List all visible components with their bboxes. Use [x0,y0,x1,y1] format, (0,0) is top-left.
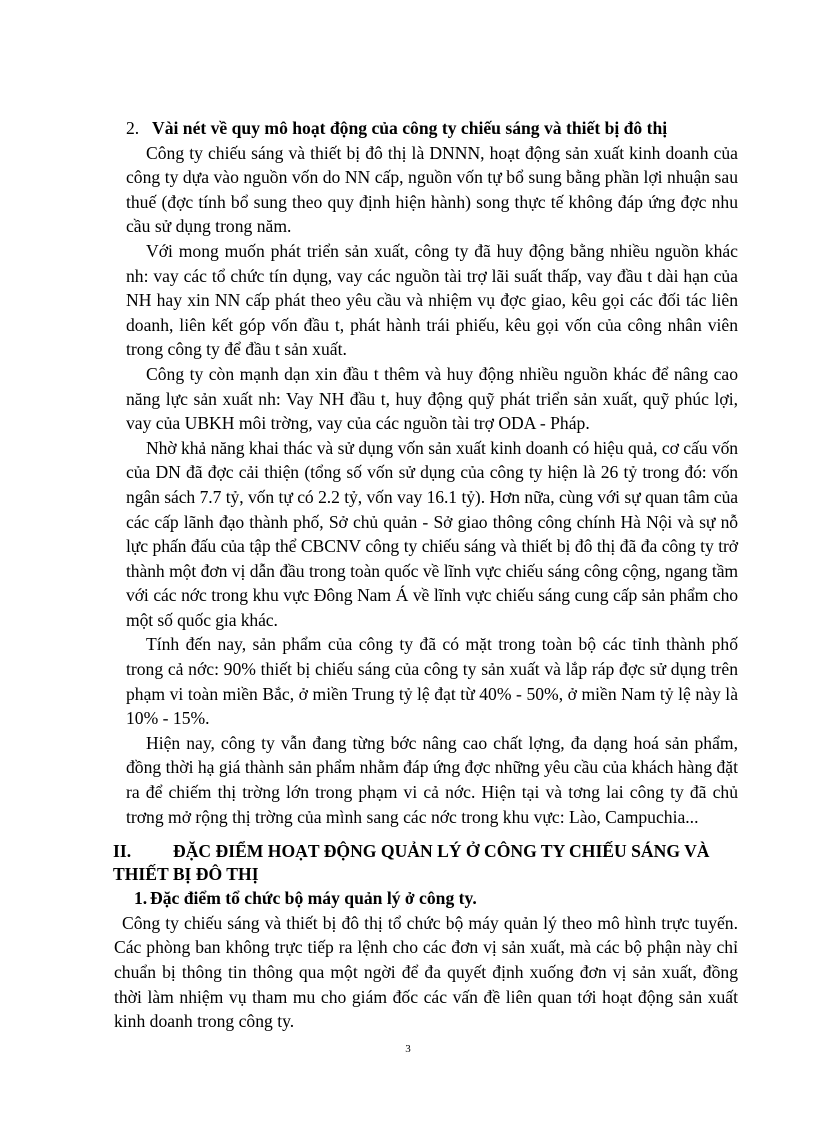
section-title: ĐẶC ĐIỂM HOẠT ĐỘNG QUẢN LÝ Ở CÔNG TY CHIẾU SÁNG VÀ THIẾT BỊ ĐÔ THỊ [113,841,710,885]
section-number: II. [113,841,132,862]
page-content [113,116,738,1034]
heading-2 [126,116,738,141]
paragraph-6: Hiện nay, công ty vẫn đang từng bớc nâng cao chất lợng, đa dạng hoá sản phẩm, đồng thời hạ giá thành sản phẩm nhằm đáp ứng đợc những yêu cầu của khách hàng đặt ra để chiếm thị trờng lớn trong phạm vi cả nớc. Hiện tại và tơng lai công ty đã chủ trơng mở rộng thị trờng của mình sang các nớc trong khu vực: Lào, Campuchia... [126,732,738,827]
subsection-title: Đặc điểm tổ chức bộ máy quản lý ở công ty. [150,888,477,909]
paragraph-3: Công ty còn mạnh dạn xin đầu t thêm và huy động nhiều nguồn khác để nâng cao năng lực sản xuất nh: Vay NH đầu t, huy động quỹ phát triển sản xuất, quỹ phúc lợi, vay của UBKH môi trờng, vay của các nguồn tài trợ ODA - Pháp. [126,363,738,434]
subsection-heading-1 [134,886,738,911]
paragraph-1: Công ty chiếu sáng và thiết bị đô thị là DNNN, hoạt động sản xuất kinh doanh của công ty dựa vào nguồn vốn do NN cấp, nguồn vốn tự bổ sung bằng phần lợi nhuận sau thuế (đợc tính bổ sung theo quy định hiện hành) song thực tế không đáp ứng đợc nhu cầu sử dụng trong năm. [126,142,738,237]
heading-2-text: Vài nét về quy mô hoạt động của công ty chiếu sáng và thiết bị đô thị [152,118,668,138]
paragraph-2: Với mong muốn phát triển sản xuất, công ty đã huy động bằng nhiều nguồn khác nh: vay các tổ chức tín dụng, vay các nguồn tài trợ lãi suất thấp, vay đầu t dài hạn của NH hay xin NN cấp phát theo yêu cầu và nhiệm vụ đợc giao, kêu gọi các đối tác liên doanh, liên kết góp vốn đầu t, phát hành trái phiếu, kêu gọi vốn của công nhân viên trong công ty để đầu t sản xuất. [126,240,738,360]
section-heading-II [113,840,738,886]
page-number: 3 [405,1043,411,1055]
paragraph-org-structure: Công ty chiếu sáng và thiết bị đô thị tổ chức bộ máy quản lý theo mô hình trực tuyến. Các phòng ban không trực tiếp ra lệnh cho các đơn vị sản xuất, mà các bộ phận này chỉ chuẩn bị thông tin thông qua một ngời để đa quyết định xuống đơn vị sản xuất, đồng thời làm nhiệm vụ tham mu cho giám đốc các vấn đề liên quan tới hoạt động sản xuất kinh doanh trong công ty. [114,912,738,1032]
heading-2-number: 2. [126,118,140,138]
subsection-number: 1. [134,888,148,909]
paragraph-5: Tính đến nay, sản phẩm của công ty đã có mặt trong toàn bộ các tỉnh thành phố trong cả nớc: 90% thiết bị chiếu sáng của công ty sản xuất và lắp ráp đợc sử dụng trên phạm vi toàn miền Bắc, ở miền Trung tỷ lệ đạt từ 40% - 50%, ở miền Nam tỷ lệ này là 10% - 15%. [126,634,738,729]
paragraph-4: Nhờ khả năng khai thác và sử dụng vốn sản xuất kinh doanh có hiệu quả, cơ cấu vốn của DN đã đợc cải thiện (tổng số vốn sử dụng của công ty hiện là 26 tỷ trong đó: vốn ngân sách 7.7 tỷ, vốn tự có 2.2 tỷ, vốn vay 16.1 tỷ). Hơn nữa, cùng với sự quan tâm của các cấp lãnh đạo thành phố, Sở chủ quản - Sở giao thông công chính Hà Nội và sự nỗ lực phấn đấu của tập thể CBCNV công ty chiếu sáng và thiết bị đô thị đã đa công ty trở thành một đơn vị dẫn đầu trong toàn quốc về lĩnh vực chiếu sáng công cộng, ngang tầm với các nớc trong khu vực Đông Nam Á về lĩnh vực chiếu sáng cung cấp sản phẩm cho một số quốc gia khác. [126,437,738,630]
